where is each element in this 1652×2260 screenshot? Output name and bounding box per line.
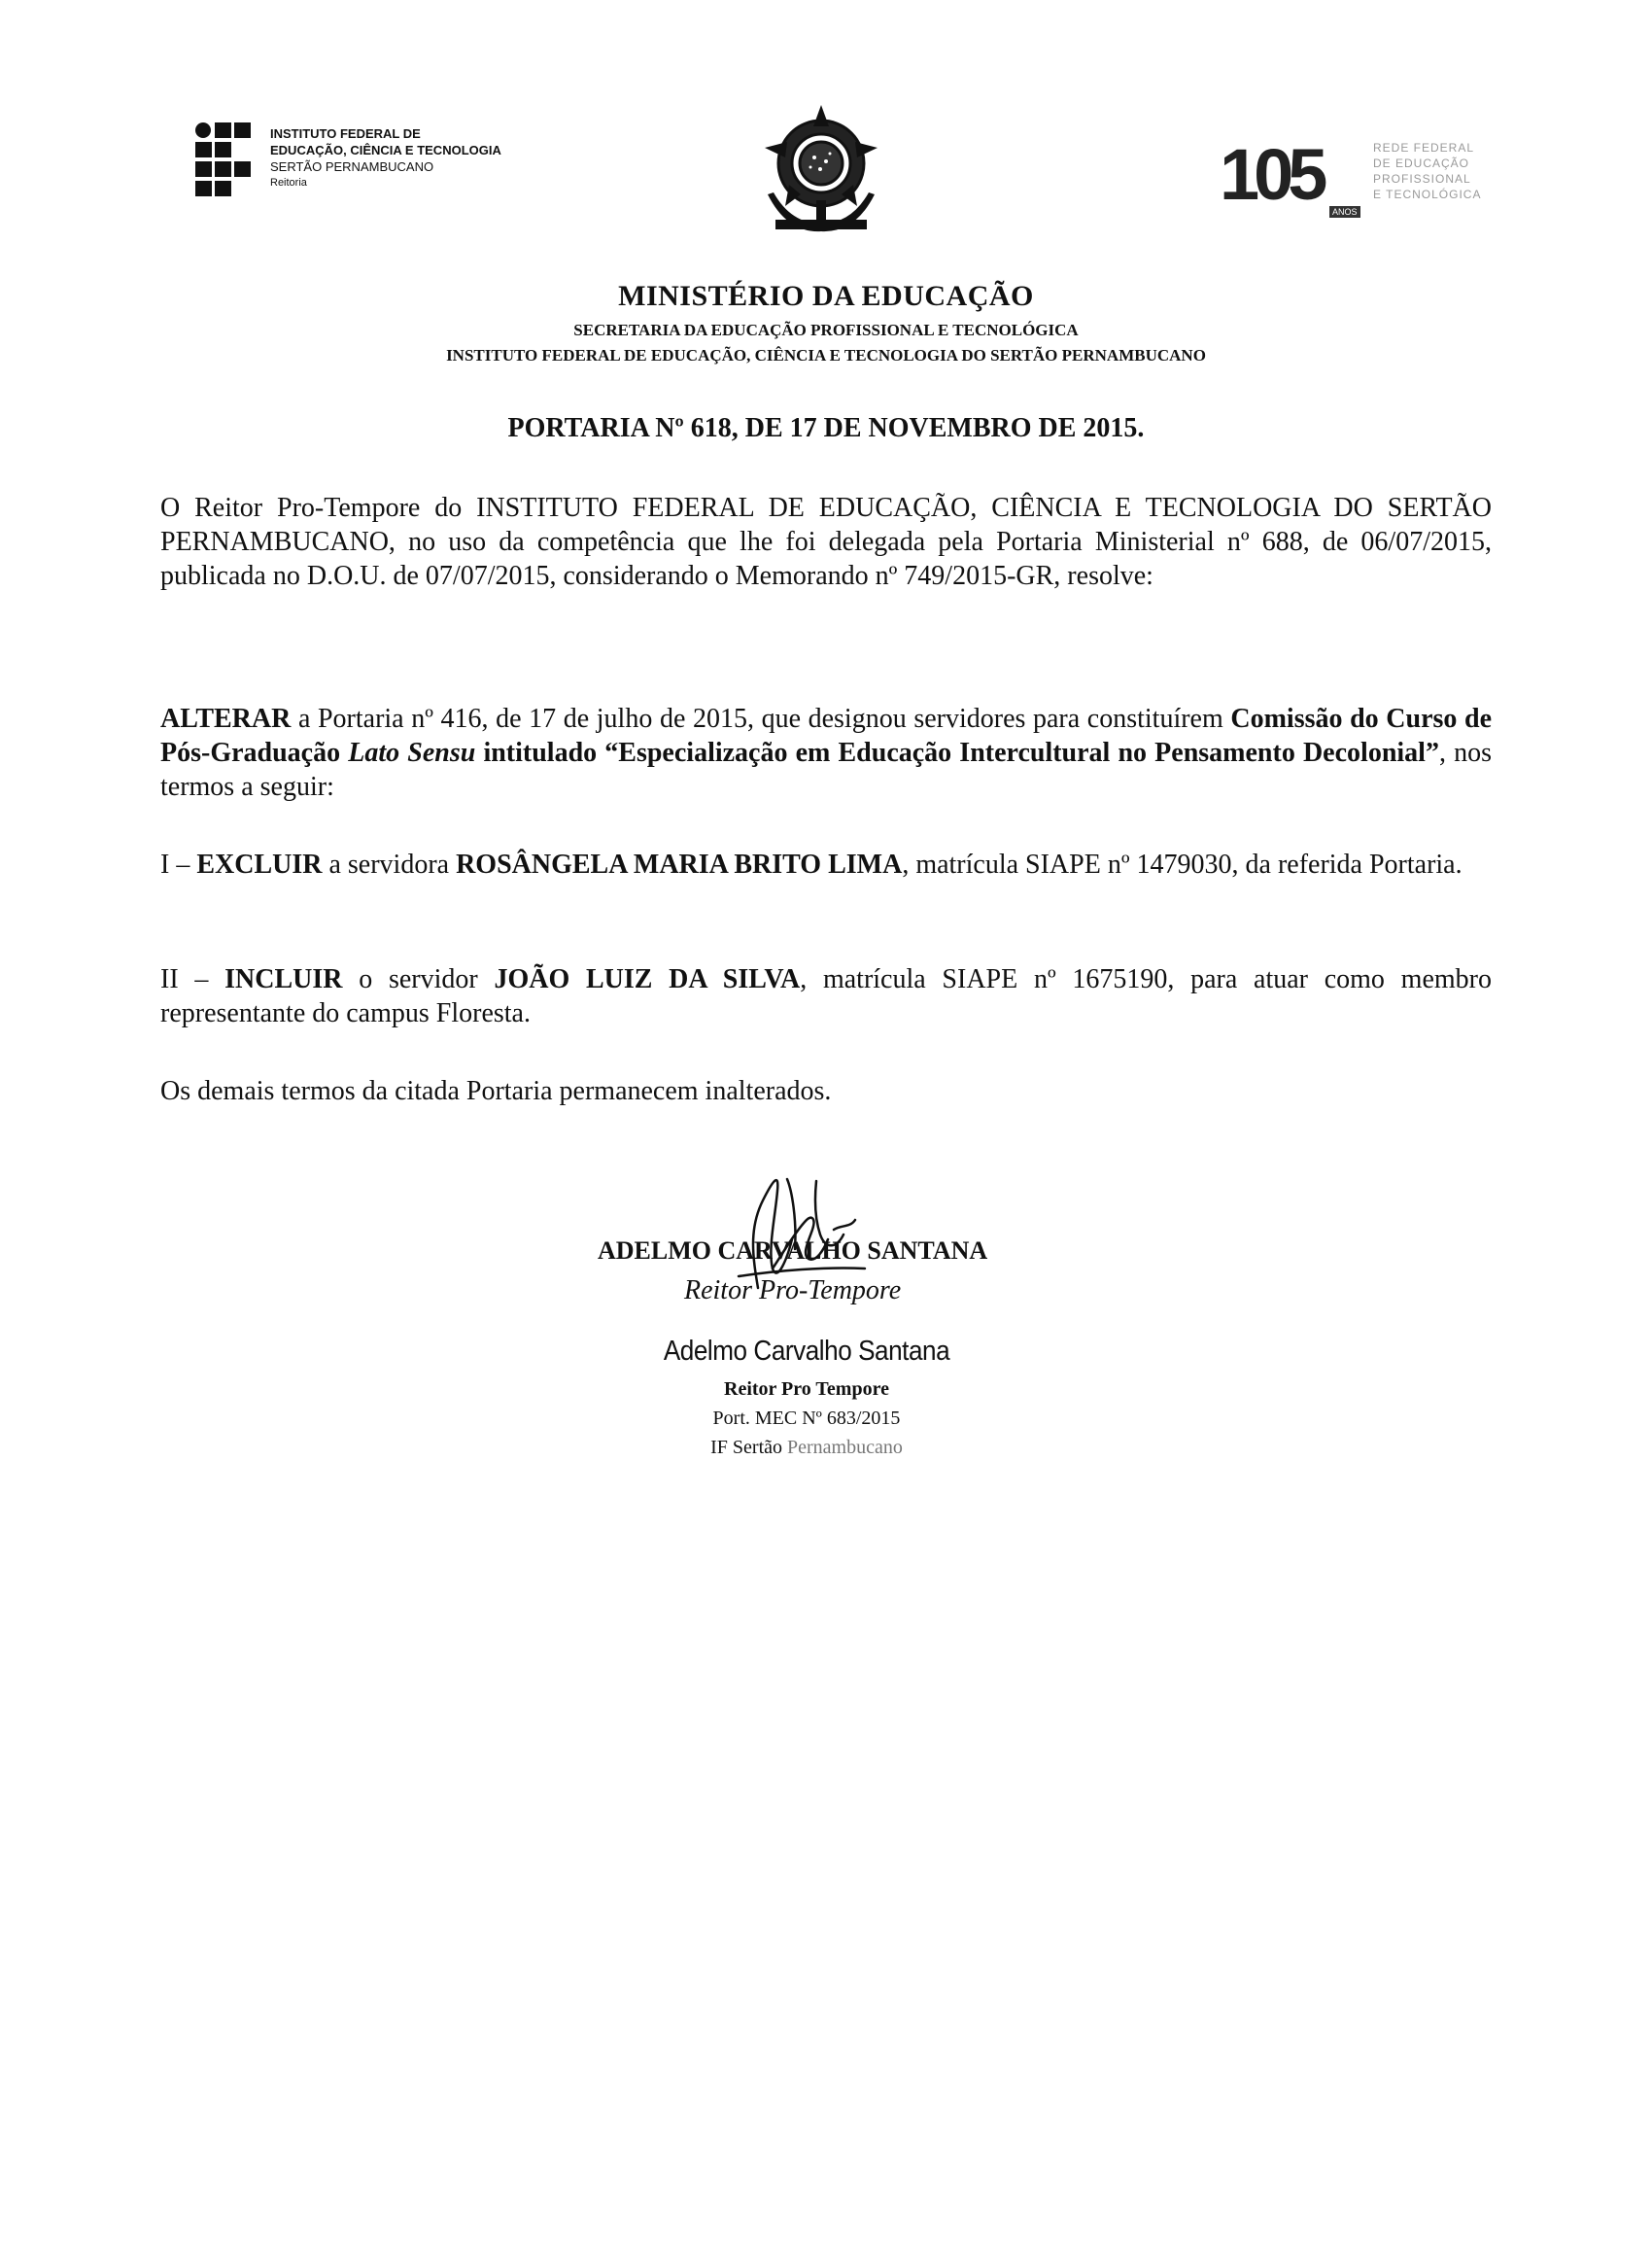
alterar-paragraph (160, 702, 1492, 804)
excluir-text-2: , matrícula SIAPE nº 1479030, da referida Portaria. (902, 850, 1463, 880)
incluir-verb: INCLUIR (224, 964, 343, 994)
incluir-prefix: II – (160, 964, 225, 994)
alterar-bold-1: Comissão do Curso de Pós-Graduação (160, 704, 1492, 768)
alterar-text-1: a Portaria nº 416, de 17 de julho de 2015, que designou servidores para constituírem (291, 704, 1231, 734)
excluir-text-1: a servidora (322, 850, 457, 880)
handwritten-signature-icon (719, 1162, 884, 1293)
if-logo-line-4: Reitoria (270, 177, 307, 189)
ministry-heading: MINISTÉRIO DA EDUCAÇÃO (618, 280, 1034, 312)
demais-paragraph: Os demais termos da citada Portaria permanecem inalterados. (160, 1076, 832, 1106)
alterar-verb: ALTERAR (160, 704, 292, 734)
if-logo-text (270, 125, 501, 191)
stamp-portaria: Port. MEC Nº 683/2015 (712, 1408, 901, 1429)
incluir-text-2: , matrícula SIAPE nº 1675190, para atuar como membro representante do campus Floresta. (160, 964, 1492, 1028)
if-logo-mark-icon (194, 122, 253, 207)
excluir-prefix: I – (160, 850, 197, 880)
rede-line-2: DE EDUCAÇÃO (1373, 156, 1470, 170)
incluir-text-1: o servidor (342, 964, 495, 994)
excluir-name: ROSÂNGELA MARIA BRITO LIMA (456, 850, 903, 880)
if-sertao-logo (194, 122, 544, 214)
official-stamp (612, 1332, 1001, 1462)
alterar-italic: Lato Sensu (348, 738, 476, 768)
excluir-verb: EXCLUIR (196, 850, 323, 880)
alterar-text-2: , nos termos a seguir: (160, 738, 1492, 802)
if-logo-line-1: INSTITUTO FEDERAL DE (270, 126, 421, 141)
anos-number: 105 (1220, 134, 1323, 215)
signatory-role: Reitor Pro-Tempore (684, 1275, 902, 1305)
portaria-title: PORTARIA Nº 618, DE 17 DE NOVEMBRO DE 2015. (507, 413, 1145, 443)
stamp-institution (612, 1433, 1001, 1462)
stamp-name: Adelmo Carvalho Santana (663, 1336, 950, 1367)
excluir-paragraph (160, 848, 1492, 882)
instituto-heading: INSTITUTO FEDERAL DE EDUCAÇÃO, CIÊNCIA E TECNOLOGIA DO SERTÃO PERNAMBUCANO (446, 346, 1206, 365)
stamp-if-prefix: IF Sertão (710, 1437, 788, 1458)
intro-paragraph: O Reitor Pro-Tempore do INSTITUTO FEDERAL DE EDUCAÇÃO, CIÊNCIA E TECNOLOGIA DO SERTÃO PERNAMBUCANO, no uso da competência que lhe foi delegada pela Portaria Ministerial nº 688, de 06/07/2015, publicada no D.O.U. de 07/07/2015, considerando o Memorando nº 749/2015-GR, resolve: (160, 493, 1492, 591)
rede-federal-text (1373, 140, 1481, 202)
secretaria-heading: SECRETARIA DA EDUCAÇÃO PROFISSIONAL E TECNOLÓGICA (573, 321, 1079, 339)
stamp-if-suffix: Pernambucano (787, 1437, 903, 1458)
if-logo-line-3: SERTÃO PERNAMBUCANO (270, 159, 434, 174)
stamp-role: Reitor Pro Tempore (724, 1378, 889, 1400)
incluir-paragraph (160, 962, 1492, 1030)
incluir-name: JOÃO LUIZ DA SILVA (494, 964, 801, 994)
rede-line-1: REDE FEDERAL (1373, 141, 1475, 155)
rede-federal-105-anos-logo (1220, 136, 1482, 228)
signatory-name: ADELMO CARVALHO SANTANA (598, 1236, 988, 1265)
rede-line-3: PROFISSIONAL (1373, 172, 1471, 186)
alterar-bold-2: intitulado “Especialização em Educação Intercultural no Pensamento Decolonial” (475, 738, 1439, 768)
rede-line-4: E TECNOLÓGICA (1373, 188, 1482, 201)
brazil-coat-of-arms-icon (748, 97, 894, 243)
anos-tag: ANOS (1329, 206, 1360, 218)
if-logo-line-2: EDUCAÇÃO, CIÊNCIA E TECNOLOGIA (270, 143, 501, 157)
